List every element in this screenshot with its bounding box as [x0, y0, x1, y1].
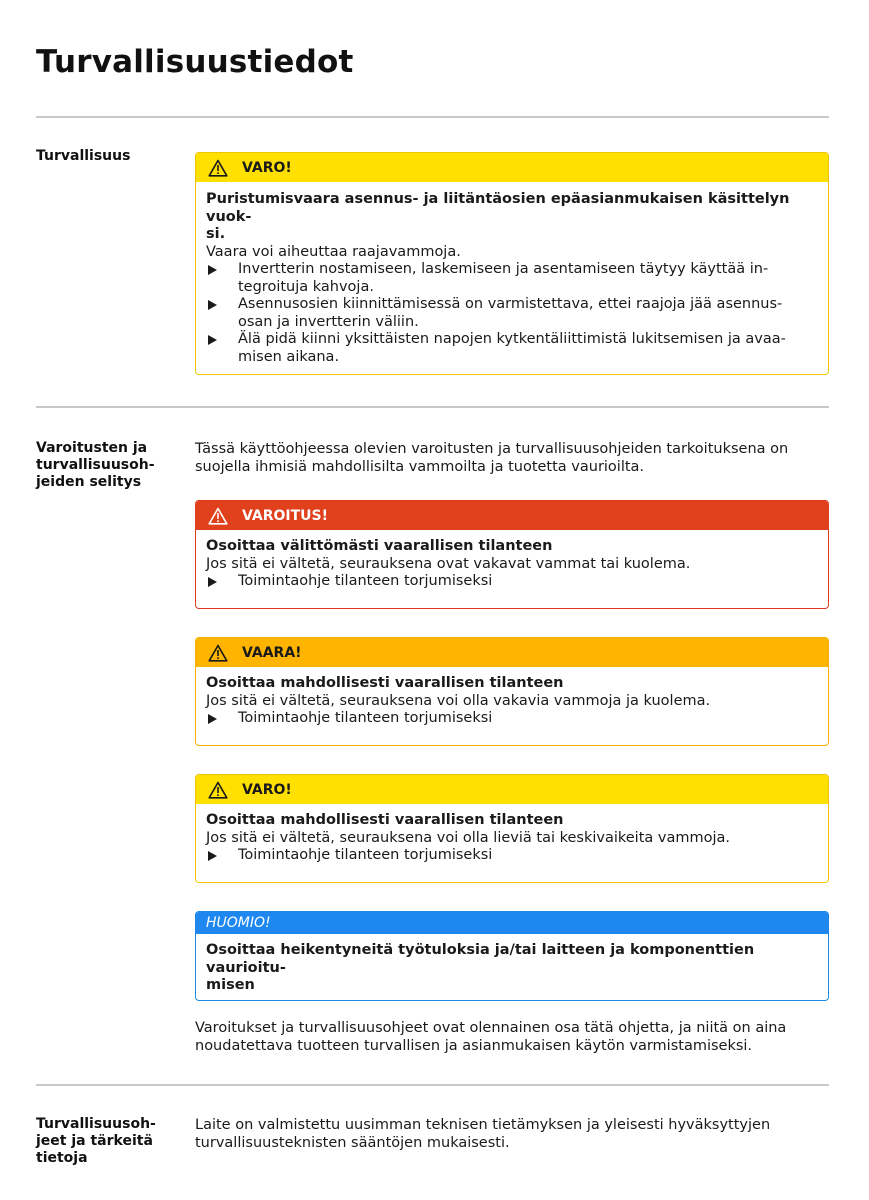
step-arrow-icon — [208, 335, 217, 345]
step-line: tegroituja kahvoja. — [238, 278, 374, 295]
hazard-heading — [206, 191, 818, 244]
caution-body — [196, 182, 828, 374]
text-line: Varoitukset ja turvallisuusohjeet ovat olennainen osa tätä ohjetta, ja niitä on aina — [195, 1020, 787, 1036]
hazard-heading: Osoittaa mahdollisesti vaarallisen tilanteen — [206, 812, 564, 828]
signal-word: HUOMIO! — [206, 915, 271, 931]
hazard-consequence: Jos sitä ei vältetä, seurauksena voi olla lieviä tai keskivaikeita vammoja. — [206, 829, 730, 846]
signal-word: VAARA! — [242, 644, 302, 661]
hazard-heading-line: Puristumisvaara asennus- ja liitäntäosien epäasianmukaisen käsittelyn vuok- — [206, 191, 790, 225]
section-label-safety: Turvallisuus — [36, 148, 131, 164]
caution-header — [196, 775, 828, 804]
step-item — [206, 261, 818, 296]
divider — [36, 406, 829, 408]
warning-body — [196, 530, 828, 599]
hazard-consequence: Jos sitä ei vältetä, seurauksena voi olla vakavia vammoja ja kuolema. — [206, 692, 711, 709]
page-title: Turvallisuustiedot — [36, 44, 354, 80]
hazard-heading: Osoittaa välittömästi vaarallisen tilanteen — [206, 538, 553, 554]
label-line: Turvallisuusoh- — [36, 1116, 156, 1132]
step-arrow-icon — [208, 577, 217, 587]
step-line: Älä pidä kiinni yksittäisten napojen kytkentäliittimistä lukitsemisen ja avaa- — [238, 331, 786, 347]
step-arrow-icon — [208, 265, 217, 275]
warning-triangle-icon — [208, 781, 228, 799]
step-item — [206, 573, 818, 591]
label-line: turvallisuusoh- — [36, 457, 155, 473]
step-item — [206, 847, 818, 865]
notice-heading-line: Osoittaa heikentyneitä työtuloksia ja/tai laitteen ja komponenttien vaurioitu- — [206, 942, 755, 976]
hazard-heading: Osoittaa mahdollisesti vaarallisen tilanteen — [206, 675, 564, 691]
step-line: Asennusosien kiinnittämisessä on varmistettava, ettei raajoja jää asennus- — [238, 296, 783, 312]
step-list — [206, 573, 818, 591]
text-line: Tässä käyttöohjeessa olevien varoitusten ja turvallisuusohjeiden tarkoituksena on — [195, 441, 789, 457]
notice-box — [195, 911, 829, 1001]
signal-word: VARO! — [242, 159, 292, 176]
section-label-important — [36, 1116, 176, 1167]
divider — [36, 1084, 829, 1086]
notice-heading — [206, 942, 818, 995]
important-text — [195, 1116, 835, 1152]
label-line: Varoitusten ja — [36, 440, 148, 456]
step-item — [206, 331, 818, 366]
step-line: Invertterin nostamiseen, laskemiseen ja asentamiseen täytyy käyttää in- — [238, 261, 769, 277]
danger-box — [195, 637, 829, 746]
divider — [36, 116, 829, 118]
notice-header — [196, 912, 828, 934]
caution-body — [196, 804, 828, 873]
text-line: noudatettava tuotteen turvallisen ja asianmukaisen käytön varmistamiseksi. — [195, 1038, 753, 1054]
label-line: tietoja — [36, 1150, 88, 1166]
step-line: osan ja invertterin väliin. — [238, 313, 419, 330]
step-text: Toimintaohje tilanteen torjumiseksi — [238, 710, 493, 726]
caution-header — [196, 153, 828, 182]
notice-heading-line: misen — [206, 977, 255, 993]
danger-body — [196, 667, 828, 736]
warning-triangle-icon — [208, 644, 228, 662]
label-line: jeet ja tärkeitä — [36, 1133, 153, 1149]
text-line: suojella ihmisiä mahdollisilta vammoilta ja tuotetta vaurioilta. — [195, 459, 645, 475]
step-arrow-icon — [208, 851, 217, 861]
explanation-outro — [195, 1019, 835, 1055]
warning-triangle-icon — [208, 159, 228, 177]
text-line: Laite on valmistettu uusimman teknisen tietämyksen ja yleisesti hyväksyttyjen — [195, 1117, 771, 1133]
hazard-consequence: Vaara voi aiheuttaa raajavammoja. — [206, 243, 461, 260]
hazard-heading-line: si. — [206, 226, 226, 242]
label-line: jeiden selitys — [36, 474, 142, 490]
caution-box-crushing — [195, 152, 829, 375]
signal-word: VAROITUS! — [242, 507, 328, 524]
warning-header — [196, 501, 828, 530]
danger-header — [196, 638, 828, 667]
step-text: Toimintaohje tilanteen torjumiseksi — [238, 573, 493, 589]
step-line: misen aikana. — [238, 348, 340, 365]
warning-triangle-icon — [208, 507, 228, 525]
step-arrow-icon — [208, 714, 217, 724]
hazard-consequence: Jos sitä ei vältetä, seurauksena ovat vakavat vammat tai kuolema. — [206, 555, 691, 572]
explanation-intro — [195, 440, 835, 476]
caution-box — [195, 774, 829, 883]
notice-body — [196, 934, 828, 1001]
warning-box — [195, 500, 829, 609]
step-arrow-icon — [208, 300, 217, 310]
text-line: turvallisuusteknisten sääntöjen mukaisesti. — [195, 1135, 510, 1151]
step-list — [206, 847, 818, 865]
step-list — [206, 710, 818, 728]
step-item — [206, 710, 818, 728]
step-item — [206, 296, 818, 331]
signal-word: VARO! — [242, 781, 292, 798]
section-label-explanation — [36, 440, 176, 491]
step-list — [206, 261, 818, 366]
step-text: Toimintaohje tilanteen torjumiseksi — [238, 847, 493, 863]
